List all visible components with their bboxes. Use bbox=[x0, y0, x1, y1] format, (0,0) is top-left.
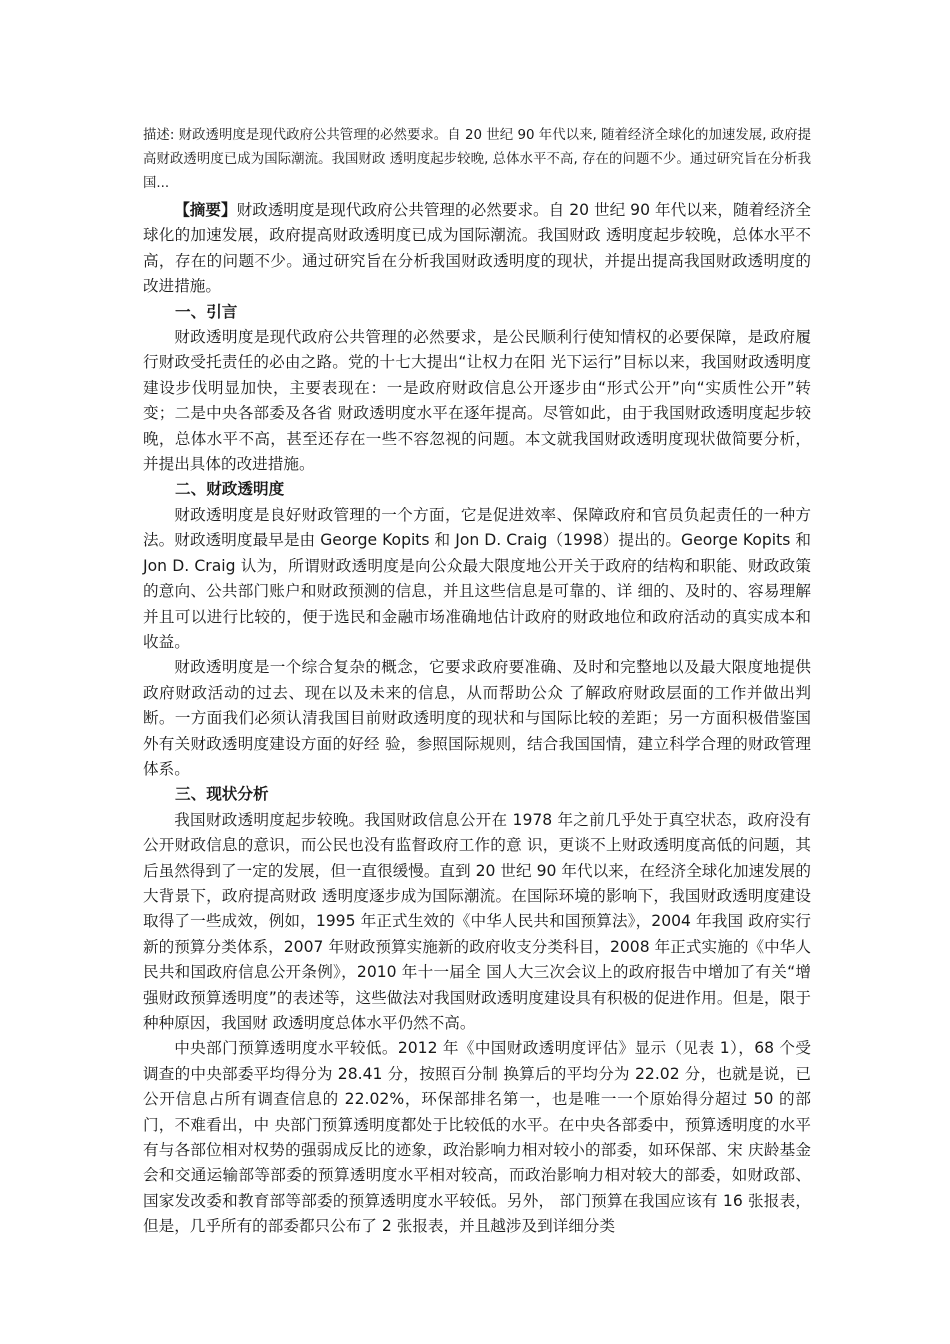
fiscal-transparency-paragraph-2: 财政透明度是一个综合复杂的概念，它要求政府要准确、及时和完整地以及最大限度地提供政府财政活动的过去、现在以及未来的信息，从而帮助公众 了解政府财政层面的工作并做出判断。一方面我们必须认清我国目前财政透明度的现状和与国际比较的差距；另一方面积极借鉴国外有关财政透明度建设方面的好经 验，参照国际规则，结合我国国情，建立科学合理的财政管理体系。 bbox=[143, 658, 811, 778]
section-heading-fiscal-transparency: 二、财政透明度 bbox=[175, 480, 285, 499]
description-text: 描述: 财政透明度是现代政府公共管理的必然要求。自 20 世纪 90 年代以来, 随着经济全球化的加速发展, 政府提高财政透明度已成为国际潮流。我国财政 透明度起步较晚, 总体水平不高, 存在的问题不少。通过研究旨在分析我国... bbox=[143, 128, 811, 191]
section-heading-introduction: 一、引言 bbox=[175, 302, 238, 321]
article-body bbox=[143, 198, 811, 1240]
status-analysis-paragraph-1: 我国财政透明度起步较晚。我国财政信息公开在 1978 年之前几乎处于真空状态，政府没有公开财政信息的意识，而公民也没有监督政府工作的意 识，更谈不上财政透明度高低的问题，其后虽然得到了一定的发展，但一直很缓慢。直到 20 世纪 90 年代以来，在经济全球化加速发展的大背景下，政府提高财政 透明度逐步成为国际潮流。在国际环境的影响下，我国财政透明度建设取得了一些成效，例如，1995 年正式生效的《中华人民共和国预算法》，2004 年我国 政府实行新的预算分类体系，2007 年财政预算实施新的政府收支分类科目，2008 年正式实施的《中华人民共和国政府信息公开条例》，2010 年十一届全 国人大三次会议上的政府报告中增加了有关“增强财政预算透明度”的表述等，这些做法对我国财政透明度建设具有积极的促进作用。但是，限于种种原因，我国财 政透明度总体水平仍然不高。 bbox=[143, 810, 811, 1032]
intro-paragraph: 财政透明度是现代政府公共管理的必然要求，是公民顺利行使知情权的必要保障，是政府履行财政受托责任的必由之路。党的十七大提出“让权力在阳 光下运行”目标以来，我国财政透明度建设步伐明显加快，主要表现在：一是政府财政信息公开逐步由“形式公开”向“实质性公开”转变；二是中央各部委及各省 财政透明度水平在逐年提高。尽管如此，由于我国财政透明度起步较晚，总体水平不高，甚至还存在一些不容忽视的问题。本文就我国财政透明度现状做简要分析， 并提出具体的改进措施。 bbox=[143, 328, 811, 474]
abstract-label: 【摘要】 bbox=[174, 201, 237, 219]
abstract-paragraph bbox=[143, 198, 811, 300]
fiscal-transparency-paragraph-1: 财政透明度是良好财政管理的一个方面，它是促进效率、保障政府和官员负起责任的一种方法。财政透明度最早是由 George Kopits 和 Jon D. Craig（1998）提出的。George Kopits 和 Jon D. Craig 认为，所谓财政透明度是向公众最大限度地公开关于政府的结构和职能、财政政策的意向、公共部门账户和财政预测的信息，并且这些信息是可靠的、详 细的、及时的、容易理解并且可以进行比较的，便于选民和金融市场准确地估计政府的财政地位和政府活动的真实成本和收益。 bbox=[143, 505, 811, 651]
document-page bbox=[143, 124, 811, 1240]
status-analysis-paragraph-2: 中央部门预算透明度水平较低。2012 年《中国财政透明度评估》显示（见表 1），68 个受调查的中央部委平均得分为 28.41 分，按照百分制 换算后的平均分为 22.02 分，也就是说，已公开信息占所有调查信息的 22.02%，环保部排名第一，也是唯一一个原始得分超过 50 的部门，不难看出，中 央部门预算透明度都处于比较低的水平。在中央各部委中，预算透明度的水平有与各部位相对权势的强弱成反比的迹象，政治影响力相对较小的部委，如环保部、宋 庆龄基金会和交通运输部等部委的预算透明度水平相对较高，而政治影响力相对较大的部委，如财政部、国家发改委和教育部等部委的预算透明度水平较低。另外， 部门预算在我国应该有 16 张报表，但是，几乎所有的部委都只公布了 2 张报表，并且越涉及到详细分类 bbox=[143, 1039, 811, 1236]
section-heading-status-analysis: 三、现状分析 bbox=[175, 785, 269, 804]
abstract-text: 财政透明度是现代政府公共管理的必然要求。自 20 世纪 90 年代以来，随着经济全球化的加速发展，政府提高财政透明度已成为国际潮流。我国财政 透明度起步较晚，总体水平不高，存在的问题不少。通过研究旨在分析我国财政透明度的现状，并提出提高我国财政透明度的改进措施。 bbox=[143, 201, 811, 296]
